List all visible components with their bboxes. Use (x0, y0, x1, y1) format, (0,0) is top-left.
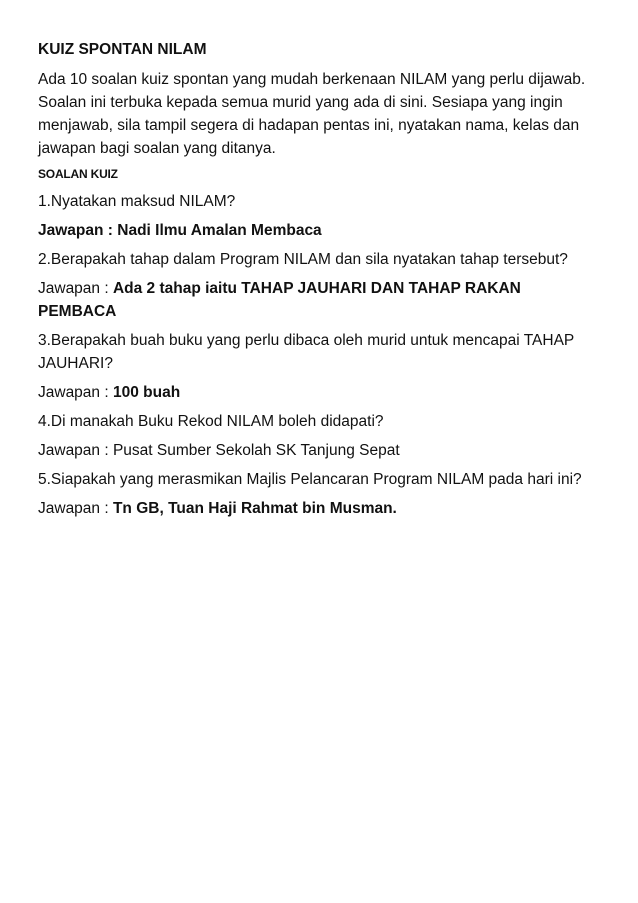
answer-line (38, 439, 598, 462)
question-text: 2.Berapakah tahap dalam Program NILAM dan sila nyatakan tahap tersebut? (38, 251, 568, 268)
answer-text: Nadi Ilmu Amalan Membaca (117, 222, 322, 239)
section-heading: SOALAN KUIZ (38, 167, 118, 181)
question-text: 5.Siapakah yang merasmikan Majlis Pelancaran Program NILAM pada hari ini? (38, 471, 582, 488)
intro-paragraph: Ada 10 soalan kuiz spontan yang mudah berkenaan NILAM yang perlu dijawab. Soalan ini terbuka kepada semua murid yang ada di sini. Sesiapa yang ingin menjawab, sila tampil segera di hadapan pentas ini, nyatakan nama, kelas dan jawapan bagi soalan yang ditanya. (38, 71, 586, 157)
answer-line (38, 497, 598, 520)
answer-text: Tn GB, Tuan Haji Rahmat bin Musman. (112, 500, 397, 517)
qa-item-4 (38, 410, 598, 462)
question-text: 4.Di manakah Buku Rekod NILAM boleh didapati? (38, 413, 384, 430)
answer-label: Jawapan : (38, 280, 113, 297)
document-title: KUIZ SPONTAN NILAM (38, 41, 207, 58)
question-text: 3.Berapakah buah buku yang perlu dibaca oleh murid untuk mencapai TAHAP JAUHARI? (38, 332, 574, 372)
document-page (38, 38, 598, 526)
qa-item-5 (38, 468, 598, 520)
qa-item-3 (38, 329, 598, 404)
qa-item-2 (38, 248, 598, 323)
answer-text: Ada 2 tahap iaitu TAHAP JAUHARI DAN TAHAP RAKAN PEMBACA (38, 280, 521, 320)
answer-label: Jawapan : (38, 500, 113, 517)
answer-text: 100 buah (112, 384, 181, 401)
answer-line (38, 381, 598, 404)
answer-text: Pusat Sumber Sekolah SK Tanjung Sepat (112, 442, 400, 459)
answer-line (38, 277, 598, 323)
answer-line (38, 219, 598, 242)
question-text: 1.Nyatakan maksud NILAM? (38, 193, 236, 210)
qa-item-1 (38, 190, 598, 242)
answer-label: Jawapan : (38, 442, 113, 459)
answer-label: Jawapan : (38, 384, 113, 401)
answer-label: Jawapan : (38, 222, 118, 239)
